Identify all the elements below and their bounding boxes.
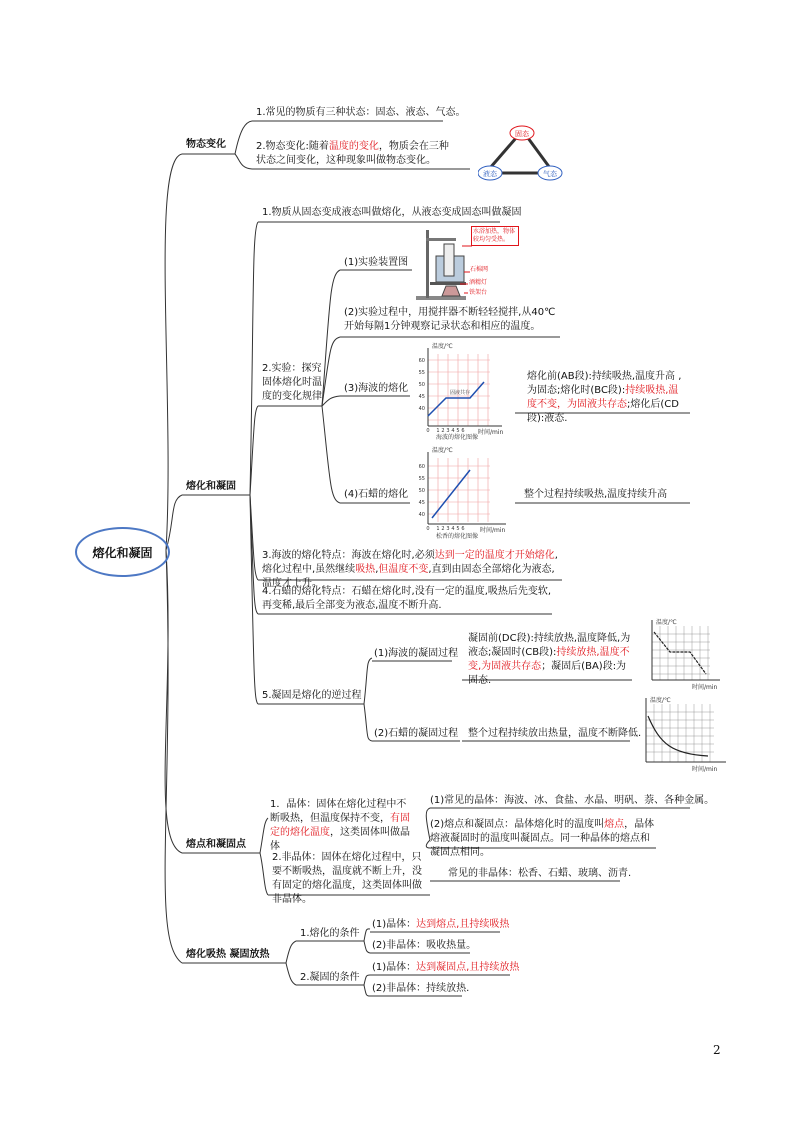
- shila-melting-graph: [410, 444, 518, 540]
- g2-ytick: 50: [418, 488, 425, 494]
- shila-solidify-label: (2)石蜡的凝固过程: [374, 728, 459, 739]
- solidify-condition-crystal: (1)晶体：达到凝固点,且持续放热: [372, 962, 520, 973]
- melting-condition-crystal: (1)晶体：达到熔点,且持续吸热: [372, 919, 510, 930]
- g1-ytick: 45: [418, 394, 425, 400]
- g2-ytick: 55: [418, 476, 425, 482]
- g1-xtick: 2: [441, 428, 445, 434]
- g1-xtick: 3: [446, 428, 450, 434]
- haibo-solidify-desc: 凝固前(DC段):持续放热,温度降低,为液态;凝固时(CB段):持续放热,温度不变,为固液共存态；凝固后(BA)段:为固态.: [468, 633, 631, 686]
- g2-xtick: 1: [436, 526, 440, 532]
- crystal-definition: 1．晶体：固体在熔化过程中不断吸热，但温度保持不变，有固定的熔化温度，这类固体叫做晶体: [270, 799, 410, 852]
- apparatus-note: 水浴加热，物体较均匀受热。: [471, 226, 519, 246]
- g4-xlabel: 时间/min: [692, 766, 718, 773]
- g2-ytick: 45: [418, 500, 425, 506]
- g3-xlabel: 时间/min: [692, 684, 718, 691]
- g1-xtick: 1: [436, 428, 440, 434]
- g1-xtick: 0: [426, 428, 430, 434]
- g3-ylabel: 温度/℃: [656, 619, 677, 626]
- g2-xtick: 0: [426, 526, 430, 532]
- g2-xlabel: 时间/min: [480, 527, 506, 534]
- g2-ylabel: 温度/℃: [432, 447, 453, 454]
- g1-caption: 海波的熔化图像: [436, 434, 479, 440]
- solidify-condition-noncrystal: (2)非晶体：持续放热.: [372, 983, 470, 994]
- g4-ylabel: 温度/℃: [650, 697, 671, 704]
- g2-xtick: 4: [451, 526, 455, 532]
- g1-ylabel: 温度/℃: [432, 343, 453, 350]
- g1-xtick: 5: [456, 428, 460, 434]
- state-solid: 固态: [515, 130, 529, 138]
- wutai-item-2: 2.物态变化:随着温度的变化，物质会在三种状态之间变化，这种现象叫做物态变化。: [256, 141, 449, 166]
- experiment-title: 2.实验：探究固体熔化时温度的变化规律: [262, 363, 322, 402]
- root-node: 熔化和凝固: [75, 527, 170, 577]
- haibo-melting-desc: 熔化前(AB段):持续吸热,温度升高 ,为固态;熔化时(BC段):持续吸热,温度不变，为固液共存态;熔化后(CD段):液态.: [527, 371, 682, 424]
- branch-title-wutai: 物态变化: [186, 139, 226, 150]
- g1-ytick: 40: [418, 406, 425, 412]
- state-gas: 气态: [543, 170, 557, 178]
- common-crystals: (1)常见的晶体：海波、冰、食盐、水晶、明矾、萘、各种金属。: [430, 795, 715, 806]
- g2-ytick: 40: [418, 512, 425, 518]
- apparatus-lamp: 酒精灯: [469, 279, 488, 286]
- g2-ytick: 60: [418, 464, 425, 470]
- wutai-item-1: 1.常见的物质有三种状态：固态、液态、气态。: [256, 107, 466, 118]
- common-noncrystals: 常见的非晶体：松香、石蜡、玻璃、沥青.: [448, 868, 632, 879]
- state-triangle-diagram: [478, 124, 574, 184]
- shila-melting-label: (4)石蜡的熔化: [344, 489, 409, 500]
- g2-xtick: 5: [456, 526, 460, 532]
- g2-caption: 松香的熔化图像: [436, 533, 479, 540]
- branch-title-ronghua: 熔化和凝固: [186, 481, 236, 492]
- state-liquid: 液态: [483, 170, 497, 178]
- melting-condition-title: 1.熔化的条件: [300, 928, 360, 939]
- apparatus-asbestos: 石棉网: [470, 266, 489, 273]
- g2-xtick: 2: [441, 526, 445, 532]
- apparatus-stand: 铁架台: [469, 289, 488, 296]
- page-number: 2: [713, 1043, 721, 1057]
- branch-title-rongdian: 熔点和凝固点: [186, 839, 246, 850]
- g1-flat-label: 固液共存: [450, 390, 471, 396]
- experiment-process: (2)实验过程中，用搅拌器不断轻轻搅拌,从40℃开始每隔1分钟观察记录状态和相应的温度。: [344, 307, 556, 332]
- experiment-setup-label: (1)实验装置图: [344, 257, 409, 268]
- haibo-solidify-graph: [640, 616, 726, 692]
- solidify-condition-title: 2.凝固的条件: [300, 972, 360, 983]
- branch-title-xire: 熔化吸热 凝固放热: [186, 949, 270, 960]
- shila-solidify-desc: 整个过程持续放出热量，温度不断降低.: [468, 728, 642, 739]
- melting-condition-noncrystal: (2)非晶体：吸收热量。: [372, 940, 477, 951]
- haibo-solidify-label: (1)海波的凝固过程: [374, 648, 459, 659]
- g1-ytick: 50: [418, 382, 425, 388]
- melting-point-def: (2)熔点和凝固点：晶体熔化时的温度叫熔点，晶体熔液凝固时的温度叫凝固点。同一种晶体的熔点和凝固点相同。: [430, 819, 655, 858]
- g1-xtick: 4: [451, 428, 455, 434]
- g2-xtick: 6: [461, 526, 465, 532]
- g1-xlabel: 时间/min: [478, 429, 504, 436]
- haibo-melting-graph: [410, 340, 518, 440]
- shila-feature: 4.石蜡的熔化特点：石蜡在熔化时,没有一定的温度,吸热后先变软,再变稀,最后全部变为液态,温度不断升高.: [262, 586, 552, 611]
- g1-ytick: 55: [418, 370, 425, 376]
- haibo-feature: 3.海波的熔化特点：海波在熔化时,必须达到一定的温度才开始熔化,熔化过程中,虽然继续吸热,但温度不变,直到由固态全部熔化为液态,温度才上升。: [262, 550, 558, 589]
- ronghua-definition: 1.物质从固态变成液态叫做熔化，从液态变成固态叫做凝固: [262, 207, 522, 218]
- noncrystal-definition: 2.非晶体：固体在熔化过程中，只要不断吸热，温度就不断上升，没有固定的熔化温度，这类固体叫做非晶体。: [272, 852, 422, 905]
- apparatus-figure: [414, 226, 524, 304]
- g1-xtick: 6: [461, 428, 465, 434]
- solidify-title: 5.凝固是熔化的逆过程: [262, 690, 362, 701]
- haibo-melting-label: (3)海波的熔化: [344, 383, 409, 394]
- shila-solidify-graph: [632, 694, 732, 774]
- shila-melting-desc: 整个过程持续吸热,温度持续升高: [524, 489, 668, 500]
- g2-xtick: 3: [446, 526, 450, 532]
- g1-ytick: 60: [418, 358, 425, 364]
